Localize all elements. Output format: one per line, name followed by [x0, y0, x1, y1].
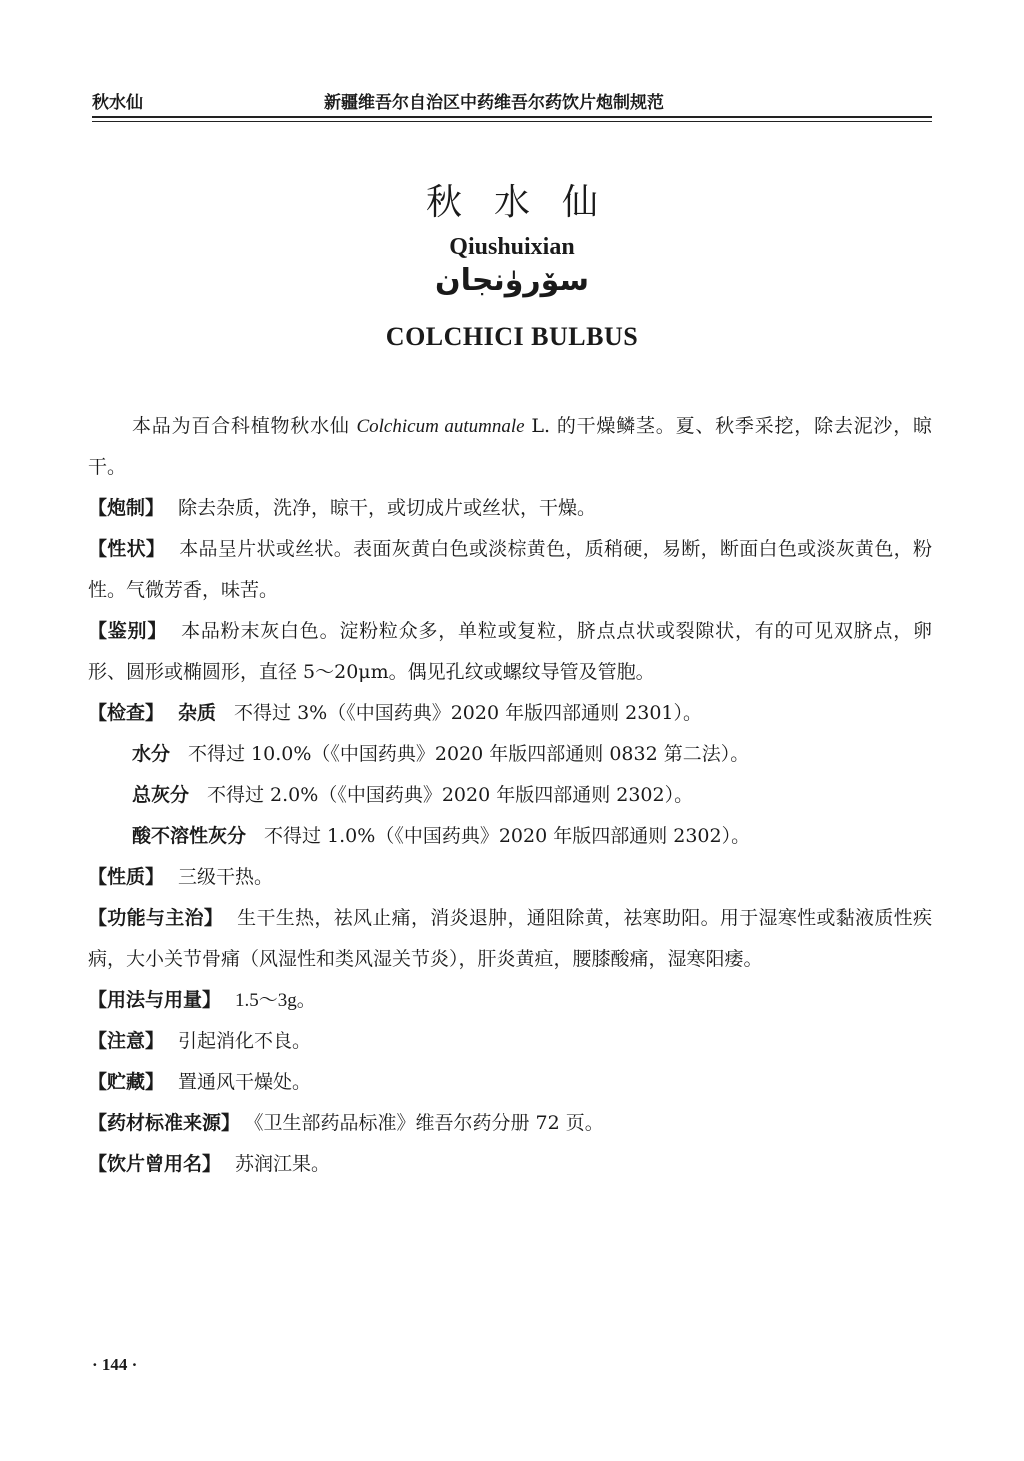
- check-item-water: [88, 734, 932, 775]
- section-label: 【药材标准来源】: [88, 1112, 241, 1134]
- section-label: 【用法与用量】: [88, 989, 222, 1011]
- section-label: 【检查】: [88, 702, 165, 724]
- section-label: 【炮制】: [88, 497, 165, 519]
- section-label: 【鉴别】: [88, 620, 168, 642]
- section-laiyuan: [88, 1103, 932, 1144]
- monograph-title-block: [0, 178, 1024, 352]
- check-item-name: 总灰分: [132, 784, 190, 806]
- section-text: 引起消化不良。: [178, 1030, 312, 1052]
- section-text: 除去杂质，洗净，晾干，或切成片或丝状，干燥。: [178, 497, 597, 519]
- section-text: 本品粉末灰白色。淀粉粒众多，单粒或复粒，脐点点状或裂隙状，有的可见双脐点，卵形、圆形或椭圆形，直径 5～20μm。偶见孔纹或螺纹导管及管胞。: [88, 620, 932, 683]
- title-pinyin: Qiushuixian: [449, 234, 575, 260]
- header-rule-thick: [92, 116, 932, 118]
- section-yongfa: [88, 980, 932, 1021]
- header-book-title: 新疆维吾尔自治区中药维吾尔药饮片炮制规范: [324, 93, 664, 113]
- monograph-body: [88, 406, 932, 1185]
- intro-paragraph: [88, 406, 932, 488]
- check-item-name: 酸不溶性灰分: [132, 825, 247, 847]
- header-rule-thin: [92, 121, 932, 122]
- section-label: 【注意】: [88, 1030, 165, 1052]
- page-number: · 144 ·: [92, 1355, 138, 1374]
- section-label: 【性状】: [88, 538, 166, 560]
- check-item-text: 不得过 1.0%（《中国药典》2020 年版四部通则 2302）。: [264, 825, 751, 847]
- section-paozhi: [88, 488, 932, 529]
- section-zhuyi: [88, 1021, 932, 1062]
- check-item-total-ash: [88, 775, 932, 816]
- section-text: 1.5～3g。: [235, 990, 316, 1011]
- section-text: 生干生热，祛风止痛，消炎退肿，通阻除黄，祛寒助阳。用于湿寒性或黏液质性疾病，大小关节骨痛（风湿性和类风湿关节炎），肝炎黄疸，腰膝酸痛，湿寒阳痿。: [88, 907, 932, 970]
- section-text: 《卫生部药品标准》维吾尔药分册 72 页。: [254, 1112, 604, 1134]
- section-xingzhi: [88, 857, 932, 898]
- running-header: [92, 84, 932, 118]
- check-item-name: 水分: [132, 743, 171, 765]
- section-cengyong: [88, 1144, 932, 1185]
- check-item-text: 不得过 2.0%（《中国药典》2020 年版四部通则 2302）。: [207, 784, 694, 806]
- section-text: 苏润江果。: [235, 1153, 331, 1175]
- section-text: 置通风干燥处。: [178, 1071, 312, 1093]
- title-chinese: 秋水仙: [425, 182, 630, 223]
- section-jianbie: [88, 611, 932, 693]
- check-item-name: 杂质: [178, 702, 217, 724]
- section-gongneng: [88, 898, 932, 980]
- section-text: 三级干热。: [178, 866, 274, 888]
- intro-text-1: 本品为百合科植物秋水仙: [132, 415, 357, 437]
- check-item-text: 不得过 3%（《中国药典》2020 年版四部通则 2301）。: [234, 702, 703, 724]
- section-label: 【功能与主治】: [88, 907, 224, 929]
- species-latin-name: Colchicum autumnale: [356, 416, 525, 437]
- title-latin: COLCHICI BULBUS: [385, 322, 639, 351]
- section-text: 本品呈片状或丝状。表面灰黄白色或淡棕黄色，质稍硬，易断，断面白色或淡灰黄色，粉性。气微芳香，味苦。: [88, 538, 932, 601]
- section-label: 【贮藏】: [88, 1071, 165, 1093]
- section-xingzhuang: [88, 529, 932, 611]
- title-uyghur: سۆرۈنجان: [435, 263, 589, 298]
- section-jiancha: [88, 693, 932, 734]
- check-item-acid-insoluble-ash: [88, 816, 932, 857]
- header-section-name: 秋水仙: [92, 93, 143, 113]
- check-item-text: 不得过 10.0%（《中国药典》2020 年版四部通则 0832 第二法）。: [188, 743, 750, 765]
- section-label: 【性质】: [88, 866, 165, 888]
- section-zhucang: [88, 1062, 932, 1103]
- intro-text-2: L. 的干燥鳞茎。夏、秋季采挖，除去泥沙，晾干。: [88, 415, 932, 478]
- section-label: 【饮片曾用名】: [88, 1153, 222, 1175]
